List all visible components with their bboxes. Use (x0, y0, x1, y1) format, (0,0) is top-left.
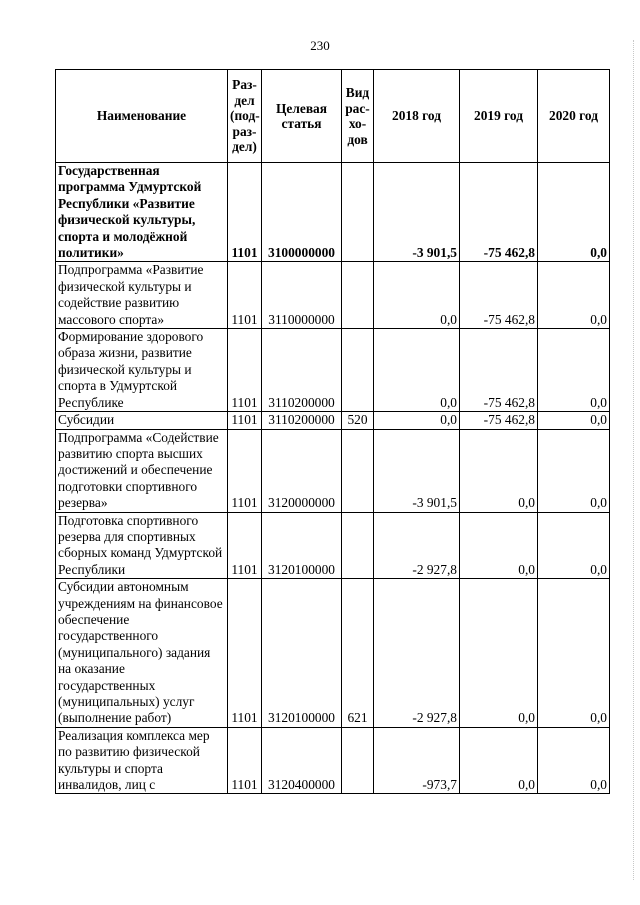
margin-line (632, 40, 634, 880)
cell-expense-type (342, 163, 374, 262)
cell-section: 1101 (228, 727, 262, 794)
cell-y2019: -75 462,8 (460, 262, 538, 329)
table-body (56, 163, 610, 794)
cell-y2018: 0,0 (374, 329, 460, 412)
cell-article: 3110000000 (262, 262, 342, 329)
cell-y2018: -3 901,5 (374, 163, 460, 262)
cell-section: 1101 (228, 579, 262, 728)
cell-y2018: 0,0 (374, 412, 460, 429)
header-2018: 2018 год (374, 70, 460, 163)
cell-section: 1101 (228, 262, 262, 329)
cell-y2019: 0,0 (460, 727, 538, 794)
cell-name: Субсидии (56, 412, 228, 429)
cell-y2018: -973,7 (374, 727, 460, 794)
cell-expense-type (342, 512, 374, 579)
cell-section: 1101 (228, 512, 262, 579)
cell-y2019: -75 462,8 (460, 412, 538, 429)
cell-section: 1101 (228, 412, 262, 429)
cell-y2018: -2 927,8 (374, 512, 460, 579)
table-row (56, 429, 610, 512)
header-row (56, 70, 610, 163)
table-row (56, 512, 610, 579)
cell-article: 3120400000 (262, 727, 342, 794)
cell-expense-type: 621 (342, 579, 374, 728)
cell-article: 3110200000 (262, 329, 342, 412)
header-name: Наименование (56, 70, 228, 163)
cell-article: 3100000000 (262, 163, 342, 262)
cell-y2020: 0,0 (538, 429, 610, 512)
cell-y2020: 0,0 (538, 163, 610, 262)
cell-y2018: 0,0 (374, 262, 460, 329)
cell-expense-type (342, 429, 374, 512)
header-2020: 2020 год (538, 70, 610, 163)
cell-y2020: 0,0 (538, 329, 610, 412)
cell-y2019: -75 462,8 (460, 163, 538, 262)
cell-y2018: -2 927,8 (374, 579, 460, 728)
cell-expense-type (342, 329, 374, 412)
cell-expense-type: 520 (342, 412, 374, 429)
cell-y2020: 0,0 (538, 512, 610, 579)
table-row (56, 727, 610, 794)
cell-article: 3110200000 (262, 412, 342, 429)
header-section: Раз-дел (под-раз-дел) (228, 70, 262, 163)
cell-name: Реализация комплекса мер по развитию физической культуры и спорта инвалидов, лиц с (56, 727, 228, 794)
cell-name: Формирование здорового образа жизни, развитие физической культуры и спорта в Удмуртской Республике (56, 329, 228, 412)
cell-y2020: 0,0 (538, 727, 610, 794)
table-row (56, 262, 610, 329)
header-2019: 2019 год (460, 70, 538, 163)
table-row (56, 579, 610, 728)
header-expense-type: Вид рас-хо-дов (342, 70, 374, 163)
cell-expense-type (342, 727, 374, 794)
cell-y2020: 0,0 (538, 262, 610, 329)
cell-y2018: -3 901,5 (374, 429, 460, 512)
cell-y2020: 0,0 (538, 579, 610, 728)
cell-name: Подпрограмма «Развитие физической культуры и содействие развитию массового спорта» (56, 262, 228, 329)
cell-y2019: 0,0 (460, 512, 538, 579)
cell-name: Подготовка спортивного резерва для спортивных сборных команд Удмуртской Республики (56, 512, 228, 579)
cell-expense-type (342, 262, 374, 329)
cell-article: 3120100000 (262, 512, 342, 579)
cell-y2019: -75 462,8 (460, 329, 538, 412)
cell-y2020: 0,0 (538, 412, 610, 429)
cell-section: 1101 (228, 429, 262, 512)
cell-y2019: 0,0 (460, 429, 538, 512)
table-row (56, 329, 610, 412)
cell-name: Подпрограмма «Содействие развитию спорта высших достижений и обеспечение подготовки спортивного резерва» (56, 429, 228, 512)
table-row (56, 163, 610, 262)
cell-y2019: 0,0 (460, 579, 538, 728)
header-article: Целевая статья (262, 70, 342, 163)
cell-article: 3120000000 (262, 429, 342, 512)
cell-section: 1101 (228, 163, 262, 262)
table-row (56, 412, 610, 429)
cell-section: 1101 (228, 329, 262, 412)
page-number: 230 (310, 38, 330, 53)
budget-table (55, 69, 610, 794)
cell-name: Государственная программа Удмуртской Республики «Развитие физической культуры, спорта и молодёжной политики» (56, 163, 228, 262)
cell-name: Субсидии автономным учреждениям на финансовое обеспечение государственного (муниципального) задания на оказание государственных (муниципальных) услуг (выполнение работ) (56, 579, 228, 728)
cell-article: 3120100000 (262, 579, 342, 728)
